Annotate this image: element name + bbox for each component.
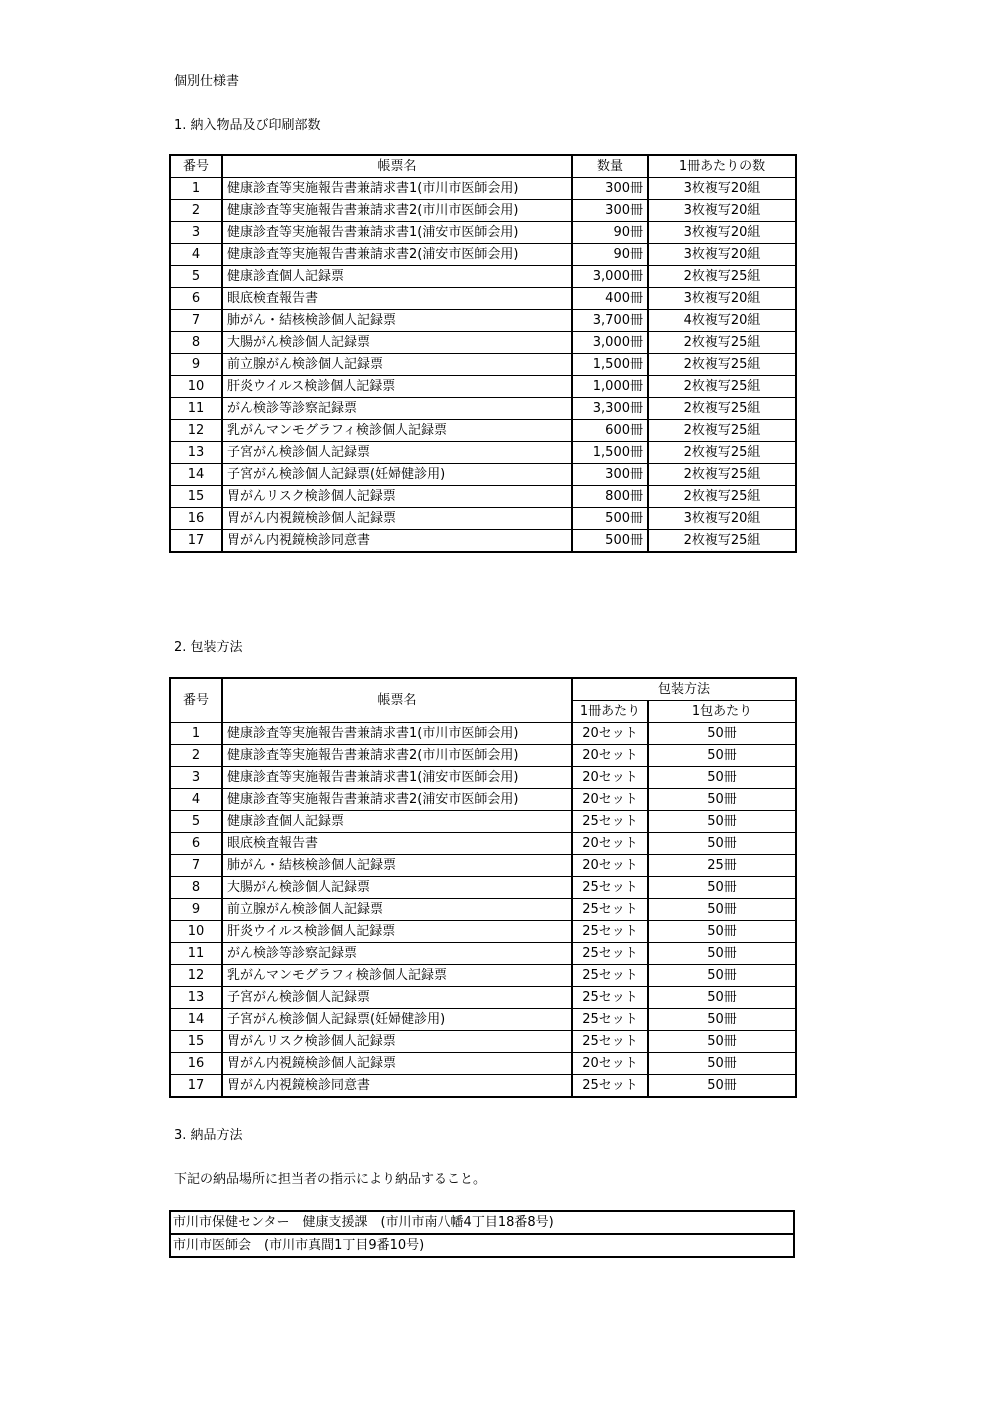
row-number: 2 <box>170 745 222 767</box>
books-per-pack: 50冊 <box>648 723 796 745</box>
sheets-per-book: 2枚複写25組 <box>648 420 796 442</box>
row-number: 6 <box>170 833 222 855</box>
sets-per-book: 20セット <box>572 855 648 877</box>
sets-per-book: 20セット <box>572 1053 648 1075</box>
row-number: 17 <box>170 530 222 553</box>
delivery-location: 市川市保健センター 健康支援課 (市川市南八幡4丁目18番8号) <box>170 1211 794 1234</box>
sheets-per-book: 3枚複写20組 <box>648 200 796 222</box>
form-name: 前立腺がん検診個人記録票 <box>222 354 572 376</box>
quantity: 1,500冊 <box>572 354 648 376</box>
sets-per-book: 25セット <box>572 899 648 921</box>
table-row <box>170 420 796 442</box>
books-per-pack: 50冊 <box>648 921 796 943</box>
quantity: 600冊 <box>572 420 648 442</box>
sheets-per-book: 2枚複写25組 <box>648 354 796 376</box>
books-per-pack: 50冊 <box>648 745 796 767</box>
row-number: 3 <box>170 767 222 789</box>
form-name: 胃がんリスク検診個人記録票 <box>222 486 572 508</box>
sets-per-book: 25セット <box>572 1031 648 1053</box>
table-row <box>170 877 796 899</box>
form-name: 胃がん内視鏡検診同意書 <box>222 530 572 553</box>
row-number: 11 <box>170 943 222 965</box>
form-name: 健康診査等実施報告書兼請求書1(市川市医師会用) <box>222 178 572 200</box>
delivery-items-table <box>169 154 797 553</box>
form-name: 健康診査個人記録票 <box>222 811 572 833</box>
table-row <box>170 767 796 789</box>
books-per-pack: 50冊 <box>648 1009 796 1031</box>
table-row <box>170 1053 796 1075</box>
form-name: 前立腺がん検診個人記録票 <box>222 899 572 921</box>
form-name: 健康診査等実施報告書兼請求書1(浦安市医師会用) <box>222 222 572 244</box>
table-row <box>170 1211 794 1234</box>
books-per-pack: 25冊 <box>648 855 796 877</box>
sets-per-book: 20セット <box>572 745 648 767</box>
table-row <box>170 723 796 745</box>
row-number: 13 <box>170 442 222 464</box>
table-row <box>170 442 796 464</box>
quantity: 90冊 <box>572 222 648 244</box>
sheets-per-book: 2枚複写25組 <box>648 376 796 398</box>
quantity: 300冊 <box>572 464 648 486</box>
row-number: 1 <box>170 178 222 200</box>
books-per-pack: 50冊 <box>648 965 796 987</box>
books-per-pack: 50冊 <box>648 789 796 811</box>
row-number: 9 <box>170 354 222 376</box>
sheets-per-book: 2枚複写25組 <box>648 332 796 354</box>
table-row <box>170 464 796 486</box>
header-form-name: 帳票名 <box>222 155 572 178</box>
delivery-instruction: 下記の納品場所に担当者の指示により納品すること。 <box>174 1172 487 1187</box>
table-row <box>170 1031 796 1053</box>
row-number: 12 <box>170 965 222 987</box>
sheets-per-book: 2枚複写25組 <box>648 530 796 553</box>
sets-per-book: 25セット <box>572 965 648 987</box>
row-number: 12 <box>170 420 222 442</box>
table-row <box>170 332 796 354</box>
table-row <box>170 178 796 200</box>
row-number: 15 <box>170 486 222 508</box>
form-name: 肝炎ウイルス検診個人記録票 <box>222 376 572 398</box>
quantity: 800冊 <box>572 486 648 508</box>
table-row <box>170 1009 796 1031</box>
header-number: 番号 <box>170 155 222 178</box>
row-number: 8 <box>170 877 222 899</box>
row-number: 9 <box>170 899 222 921</box>
sets-per-book: 25セット <box>572 1075 648 1098</box>
quantity: 500冊 <box>572 508 648 530</box>
table-row <box>170 200 796 222</box>
sheets-per-book: 2枚複写25組 <box>648 398 796 420</box>
table-row <box>170 1234 794 1257</box>
table-row <box>170 486 796 508</box>
quantity: 300冊 <box>572 178 648 200</box>
header-per-book: 1冊あたりの数 <box>648 155 796 178</box>
row-number: 7 <box>170 310 222 332</box>
quantity: 400冊 <box>572 288 648 310</box>
row-number: 3 <box>170 222 222 244</box>
table-row <box>170 833 796 855</box>
header-number: 番号 <box>170 678 222 723</box>
table-row <box>170 222 796 244</box>
row-number: 4 <box>170 789 222 811</box>
sets-per-book: 25セット <box>572 943 648 965</box>
quantity: 300冊 <box>572 200 648 222</box>
row-number: 16 <box>170 508 222 530</box>
header-packaging-method: 包装方法 <box>572 678 796 701</box>
packaging-table <box>169 677 797 1098</box>
section-2-title: 2. 包装方法 <box>174 640 243 655</box>
form-name: 肺がん・結核検診個人記録票 <box>222 855 572 877</box>
row-number: 10 <box>170 921 222 943</box>
form-name: 乳がんマンモグラフィ検診個人記録票 <box>222 420 572 442</box>
form-name: 子宮がん検診個人記録票 <box>222 987 572 1009</box>
quantity: 3,300冊 <box>572 398 648 420</box>
table-row <box>170 943 796 965</box>
table-row <box>170 745 796 767</box>
quantity: 3,000冊 <box>572 266 648 288</box>
sets-per-book: 20セット <box>572 833 648 855</box>
row-number: 1 <box>170 723 222 745</box>
form-name: 胃がんリスク検診個人記録票 <box>222 1031 572 1053</box>
form-name: 健康診査等実施報告書兼請求書2(市川市医師会用) <box>222 745 572 767</box>
delivery-locations-table <box>169 1210 795 1258</box>
table-row <box>170 987 796 1009</box>
row-number: 6 <box>170 288 222 310</box>
form-name: 肺がん・結核検診個人記録票 <box>222 310 572 332</box>
sheets-per-book: 2枚複写25組 <box>648 442 796 464</box>
sheets-per-book: 3枚複写20組 <box>648 178 796 200</box>
table-header-row <box>170 678 796 701</box>
form-name: 健康診査等実施報告書兼請求書2(市川市医師会用) <box>222 200 572 222</box>
table-row <box>170 354 796 376</box>
form-name: がん検診等診察記録票 <box>222 943 572 965</box>
quantity: 1,000冊 <box>572 376 648 398</box>
sheets-per-book: 4枚複写20組 <box>648 310 796 332</box>
row-number: 17 <box>170 1075 222 1098</box>
books-per-pack: 50冊 <box>648 767 796 789</box>
sets-per-book: 25セット <box>572 877 648 899</box>
sheets-per-book: 2枚複写25組 <box>648 266 796 288</box>
table-row <box>170 508 796 530</box>
sets-per-book: 20セット <box>572 723 648 745</box>
form-name: 子宮がん検診個人記録票(妊婦健診用) <box>222 464 572 486</box>
row-number: 10 <box>170 376 222 398</box>
section-1-title: 1. 納入物品及び印刷部数 <box>174 118 321 133</box>
table-row <box>170 855 796 877</box>
books-per-pack: 50冊 <box>648 1075 796 1098</box>
table-row <box>170 965 796 987</box>
table-row <box>170 398 796 420</box>
form-name: 乳がんマンモグラフィ検診個人記録票 <box>222 965 572 987</box>
row-number: 7 <box>170 855 222 877</box>
books-per-pack: 50冊 <box>648 943 796 965</box>
sheets-per-book: 3枚複写20組 <box>648 222 796 244</box>
table-row <box>170 310 796 332</box>
header-form-name: 帳票名 <box>222 678 572 723</box>
books-per-pack: 50冊 <box>648 877 796 899</box>
sets-per-book: 25セット <box>572 811 648 833</box>
table-row <box>170 1075 796 1098</box>
quantity: 500冊 <box>572 530 648 553</box>
form-name: 健康診査等実施報告書兼請求書1(浦安市医師会用) <box>222 767 572 789</box>
table-row <box>170 244 796 266</box>
sheets-per-book: 3枚複写20組 <box>648 244 796 266</box>
sets-per-book: 25セット <box>572 987 648 1009</box>
form-name: 眼底検査報告書 <box>222 288 572 310</box>
form-name: 胃がん内視鏡検診同意書 <box>222 1075 572 1098</box>
form-name: 健康診査等実施報告書兼請求書2(浦安市医師会用) <box>222 789 572 811</box>
table-row <box>170 530 796 553</box>
form-name: 健康診査個人記録票 <box>222 266 572 288</box>
books-per-pack: 50冊 <box>648 1053 796 1075</box>
quantity: 3,700冊 <box>572 310 648 332</box>
sheets-per-book: 3枚複写20組 <box>648 508 796 530</box>
table-row <box>170 789 796 811</box>
books-per-pack: 50冊 <box>648 899 796 921</box>
row-number: 2 <box>170 200 222 222</box>
books-per-pack: 50冊 <box>648 811 796 833</box>
row-number: 5 <box>170 811 222 833</box>
form-name: 健康診査等実施報告書兼請求書1(市川市医師会用) <box>222 723 572 745</box>
delivery-location: 市川市医師会 (市川市真間1丁目9番10号) <box>170 1234 794 1257</box>
books-per-pack: 50冊 <box>648 987 796 1009</box>
table-row <box>170 376 796 398</box>
quantity: 1,500冊 <box>572 442 648 464</box>
section-3-title: 3. 納品方法 <box>174 1128 243 1143</box>
table-row <box>170 921 796 943</box>
form-name: 眼底検査報告書 <box>222 833 572 855</box>
header-quantity: 数量 <box>572 155 648 178</box>
form-name: 大腸がん検診個人記録票 <box>222 877 572 899</box>
row-number: 8 <box>170 332 222 354</box>
table-row <box>170 288 796 310</box>
form-name: 胃がん内視鏡検診個人記録票 <box>222 508 572 530</box>
row-number: 5 <box>170 266 222 288</box>
sheets-per-book: 2枚複写25組 <box>648 486 796 508</box>
sheets-per-book: 3枚複写20組 <box>648 288 796 310</box>
header-per-pack: 1包あたり <box>648 701 796 723</box>
table-row <box>170 899 796 921</box>
form-name: 健康診査等実施報告書兼請求書2(浦安市医師会用) <box>222 244 572 266</box>
form-name: 大腸がん検診個人記録票 <box>222 332 572 354</box>
document-title: 個別仕様書 <box>174 74 240 89</box>
sets-per-book: 25セット <box>572 1009 648 1031</box>
table-row <box>170 266 796 288</box>
form-name: 肝炎ウイルス検診個人記録票 <box>222 921 572 943</box>
quantity: 3,000冊 <box>572 332 648 354</box>
row-number: 14 <box>170 464 222 486</box>
table-row <box>170 811 796 833</box>
row-number: 13 <box>170 987 222 1009</box>
table-header-row <box>170 155 796 178</box>
books-per-pack: 50冊 <box>648 1031 796 1053</box>
sets-per-book: 20セット <box>572 767 648 789</box>
books-per-pack: 50冊 <box>648 833 796 855</box>
form-name: がん検診等診察記録票 <box>222 398 572 420</box>
row-number: 11 <box>170 398 222 420</box>
row-number: 15 <box>170 1031 222 1053</box>
header-per-book: 1冊あたり <box>572 701 648 723</box>
form-name: 子宮がん検診個人記録票 <box>222 442 572 464</box>
row-number: 14 <box>170 1009 222 1031</box>
sets-per-book: 20セット <box>572 789 648 811</box>
form-name: 子宮がん検診個人記録票(妊婦健診用) <box>222 1009 572 1031</box>
form-name: 胃がん内視鏡検診個人記録票 <box>222 1053 572 1075</box>
row-number: 16 <box>170 1053 222 1075</box>
sets-per-book: 25セット <box>572 921 648 943</box>
sheets-per-book: 2枚複写25組 <box>648 464 796 486</box>
row-number: 4 <box>170 244 222 266</box>
quantity: 90冊 <box>572 244 648 266</box>
